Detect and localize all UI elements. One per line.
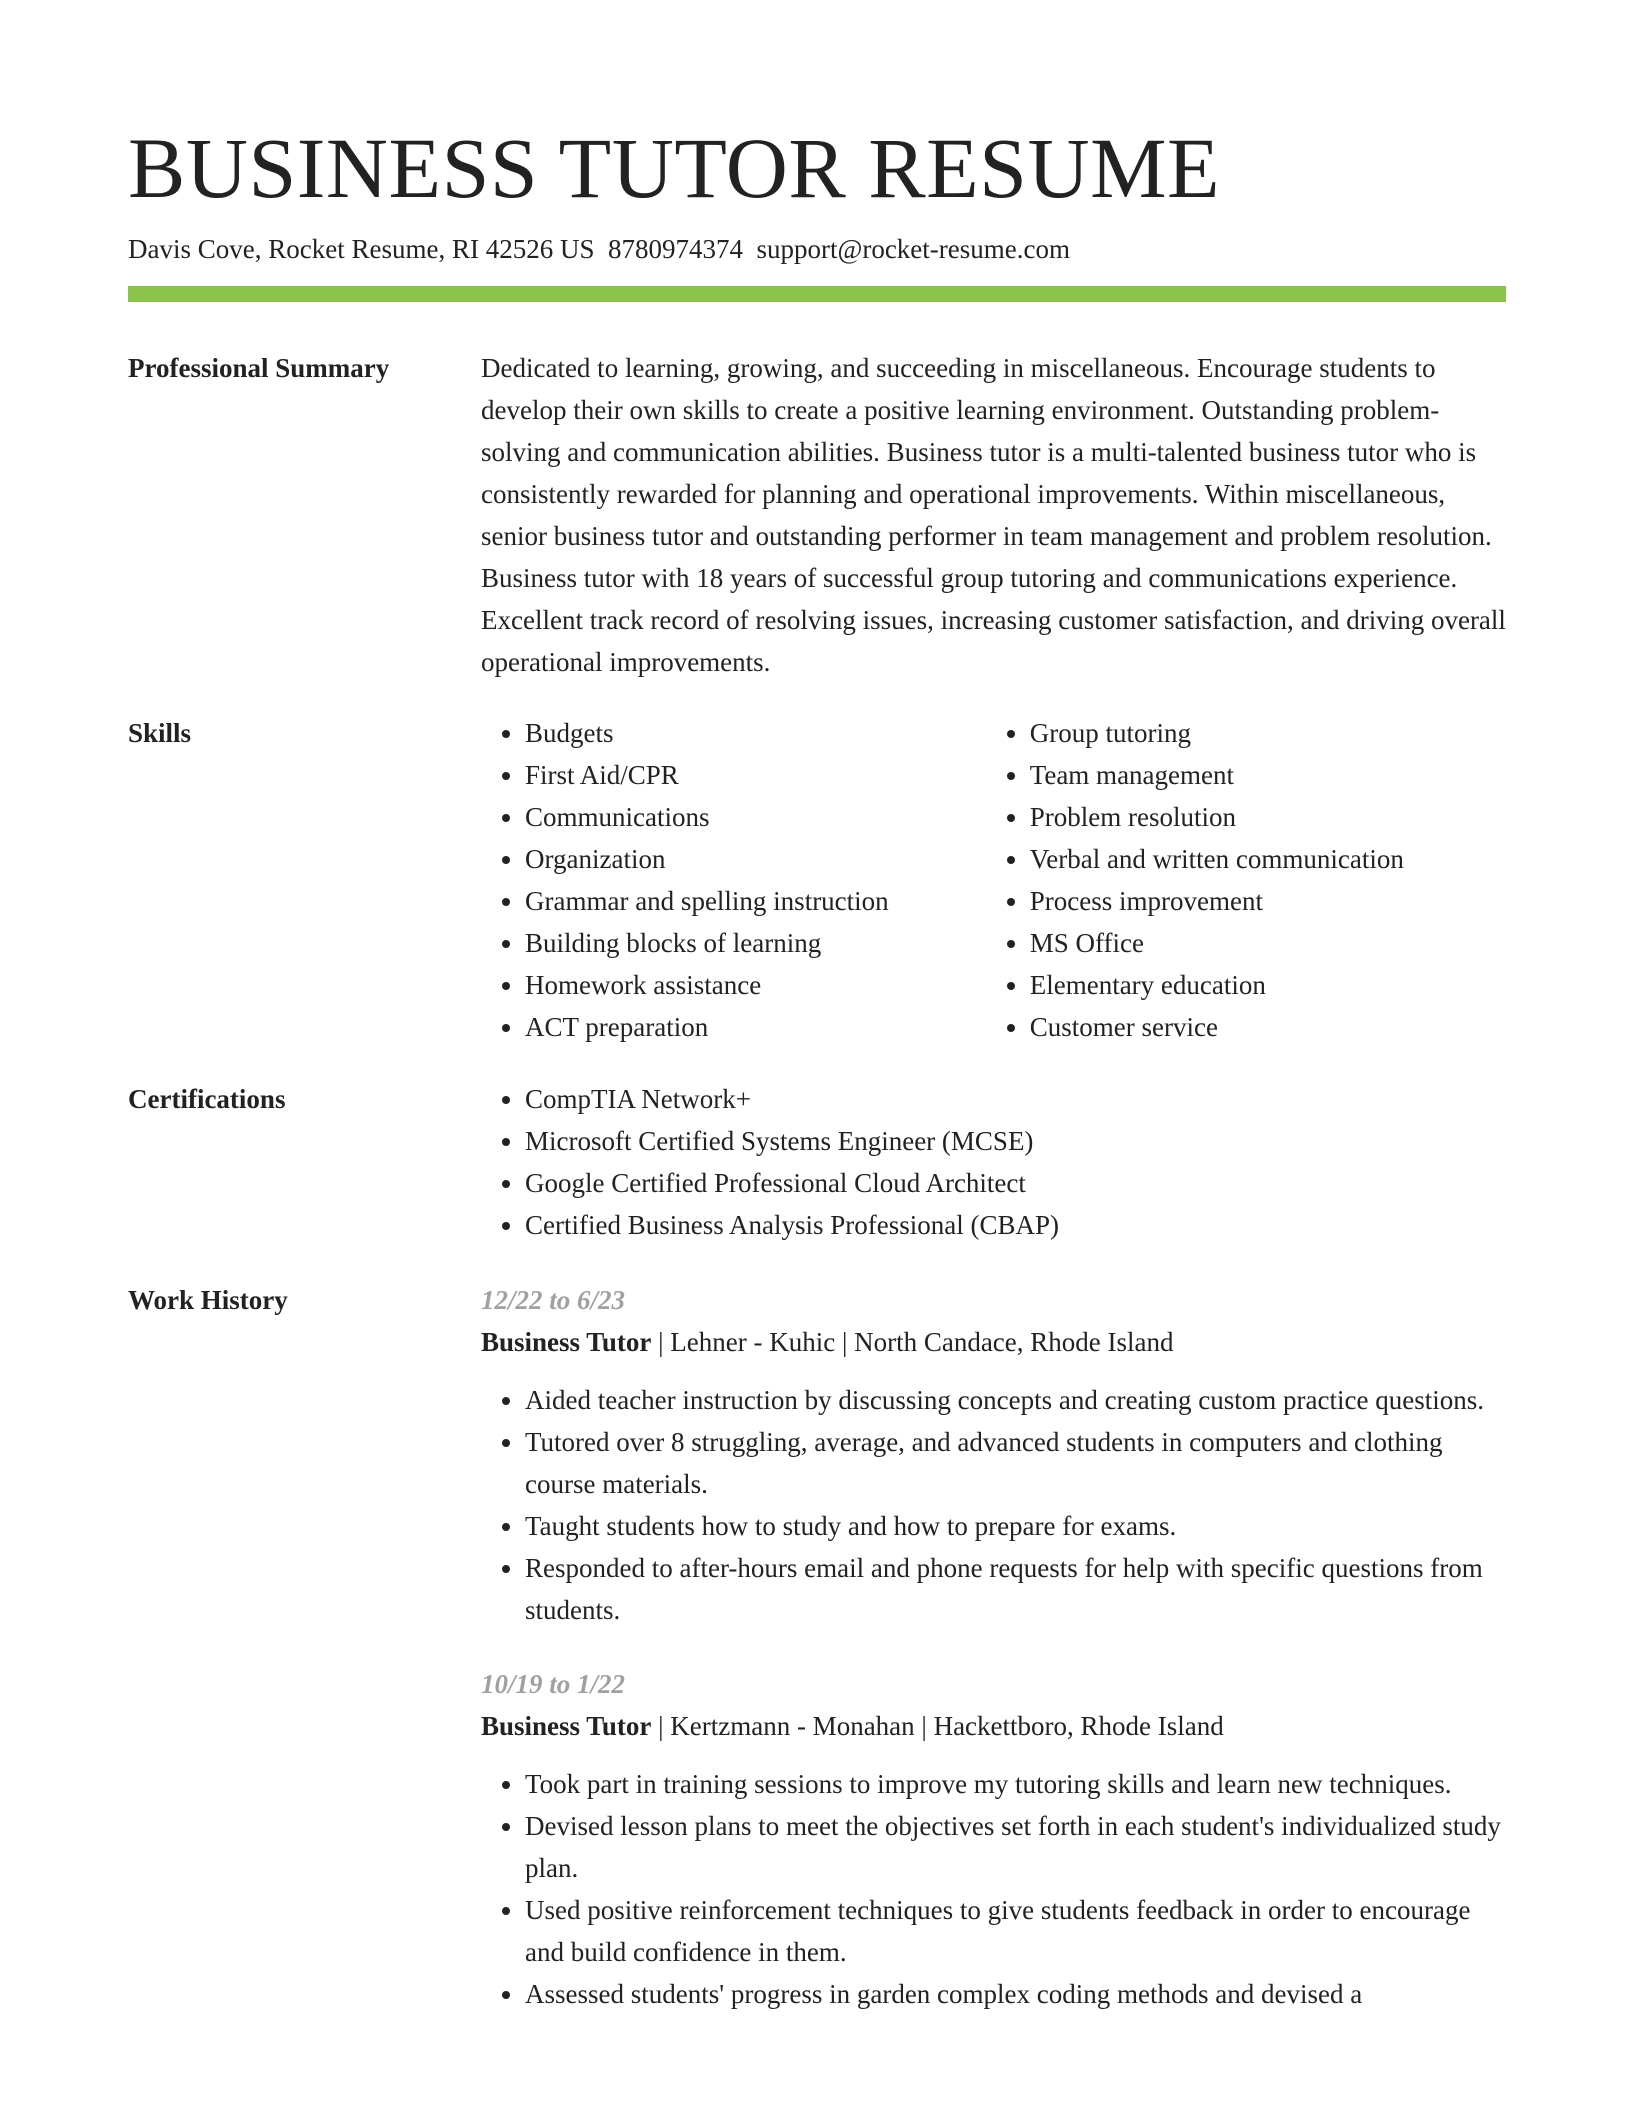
skill-item: • Grammar and spelling instruction <box>525 880 986 922</box>
job-title: Business Tutor <box>481 1327 652 1357</box>
contact-phone: 8780974374 <box>607 234 743 264</box>
skill-item: • Elementary education <box>1030 964 1506 1006</box>
skills-list-right <box>986 712 1506 1048</box>
job-location: Hackettboro, Rhode Island <box>933 1711 1224 1741</box>
job-entry <box>481 1279 1506 1631</box>
summary-text: Dedicated to learning, growing, and succeeding in miscellaneous. Encourage students to develop their own skills to create a positive learning environment. Outstanding problem-solving and communication abilities. Business tutor is a multi-talented business tutor who is consistently rewarded for planning and operational improvements. Within miscellaneous, senior business tutor and outstanding performer in team management and problem resolution. Business tutor with 18 years of successful group tutoring and communications experience. Excellent track record of resolving issues, increasing customer satisfaction, and driving overall operational improvements. <box>481 353 1506 677</box>
certification-item: • Certified Business Analysis Professional (CBAP) <box>525 1204 1506 1246</box>
certification-item: • Google Certified Professional Cloud Architect <box>525 1162 1506 1204</box>
job-dates: 10/19 to 1/22 <box>481 1669 626 1699</box>
job-title: Business Tutor <box>481 1711 652 1741</box>
summary-heading: Professional Summary <box>128 353 390 383</box>
header-divider <box>128 286 1506 302</box>
skill-item: • Communications <box>525 796 986 838</box>
job-duties-list <box>481 1763 1506 2015</box>
job-separator: | <box>835 1327 855 1357</box>
skill-item: • Process improvement <box>1030 880 1506 922</box>
certifications-body <box>481 1078 1506 1246</box>
skill-item: • Verbal and written communication <box>1030 838 1506 880</box>
job-separator: | <box>651 1711 671 1741</box>
skill-item: • First Aid/CPR <box>525 754 986 796</box>
job-duty: • Tutored over 8 struggling, average, and advanced students in computers and clothing course materials. <box>525 1421 1506 1505</box>
resume-title: BUSINESS TUTOR RESUME <box>128 120 1221 216</box>
job-dates: 12/22 to 6/23 <box>481 1285 626 1315</box>
job-duty: • Used positive reinforcement techniques to give students feedback in order to encourage and build confidence in them. <box>525 1889 1506 1973</box>
job-duty: • Taught students how to study and how to prepare for exams. <box>525 1505 1506 1547</box>
contact-address: Davis Cove, Rocket Resume, RI 42526 US <box>128 234 595 264</box>
skill-item: • ACT preparation <box>525 1006 986 1048</box>
skill-item: • Problem resolution <box>1030 796 1506 838</box>
certification-item: • CompTIA Network+ <box>525 1078 1506 1120</box>
job-location: North Candace, Rhode Island <box>854 1327 1174 1357</box>
skills-body <box>481 712 1506 1048</box>
skill-item: • Customer service <box>1030 1006 1506 1048</box>
skill-item: • MS Office <box>1030 922 1506 964</box>
skill-item: • Team management <box>1030 754 1506 796</box>
job-duty: • Aided teacher instruction by discussing concepts and creating custom practice questions. <box>525 1379 1506 1421</box>
skills-heading: Skills <box>128 718 192 748</box>
certification-item: • Microsoft Certified Systems Engineer (MCSE) <box>525 1120 1506 1162</box>
job-separator: | <box>651 1327 671 1357</box>
certifications-heading: Certifications <box>128 1084 286 1114</box>
job-company: Lehner - Kuhic <box>670 1327 836 1357</box>
skills-columns <box>481 712 1506 1048</box>
job-duty: • Devised lesson plans to meet the objectives set forth in each student's individualized study plan. <box>525 1805 1506 1889</box>
job-duty: • Assessed students' progress in garden complex coding methods and devised a <box>525 1973 1506 2015</box>
job-company: Kertzmann - Monahan <box>670 1711 915 1741</box>
job-duty: • Responded to after-hours email and phone requests for help with specific questions from students. <box>525 1547 1506 1631</box>
contact-email[interactable]: support@rocket-resume.com <box>756 234 1070 264</box>
job-heading <box>481 1321 1506 1363</box>
skill-item: • Budgets <box>525 712 986 754</box>
work-history-heading: Work History <box>128 1285 288 1315</box>
summary-body <box>481 347 1506 683</box>
work-history-body <box>481 1279 1506 2015</box>
skills-list-left <box>481 712 986 1048</box>
skill-item: • Organization <box>525 838 986 880</box>
job-heading <box>481 1705 1506 1747</box>
skill-item: • Group tutoring <box>1030 712 1506 754</box>
certifications-list <box>481 1078 1506 1246</box>
skill-item: • Building blocks of learning <box>525 922 986 964</box>
job-entry <box>481 1663 1506 2015</box>
job-duty: • Took part in training sessions to improve my tutoring skills and learn new techniques. <box>525 1763 1506 1805</box>
job-duties-list <box>481 1379 1506 1631</box>
contact-line <box>128 231 1070 267</box>
skill-item: • Homework assistance <box>525 964 986 1006</box>
job-separator: | <box>914 1711 934 1741</box>
